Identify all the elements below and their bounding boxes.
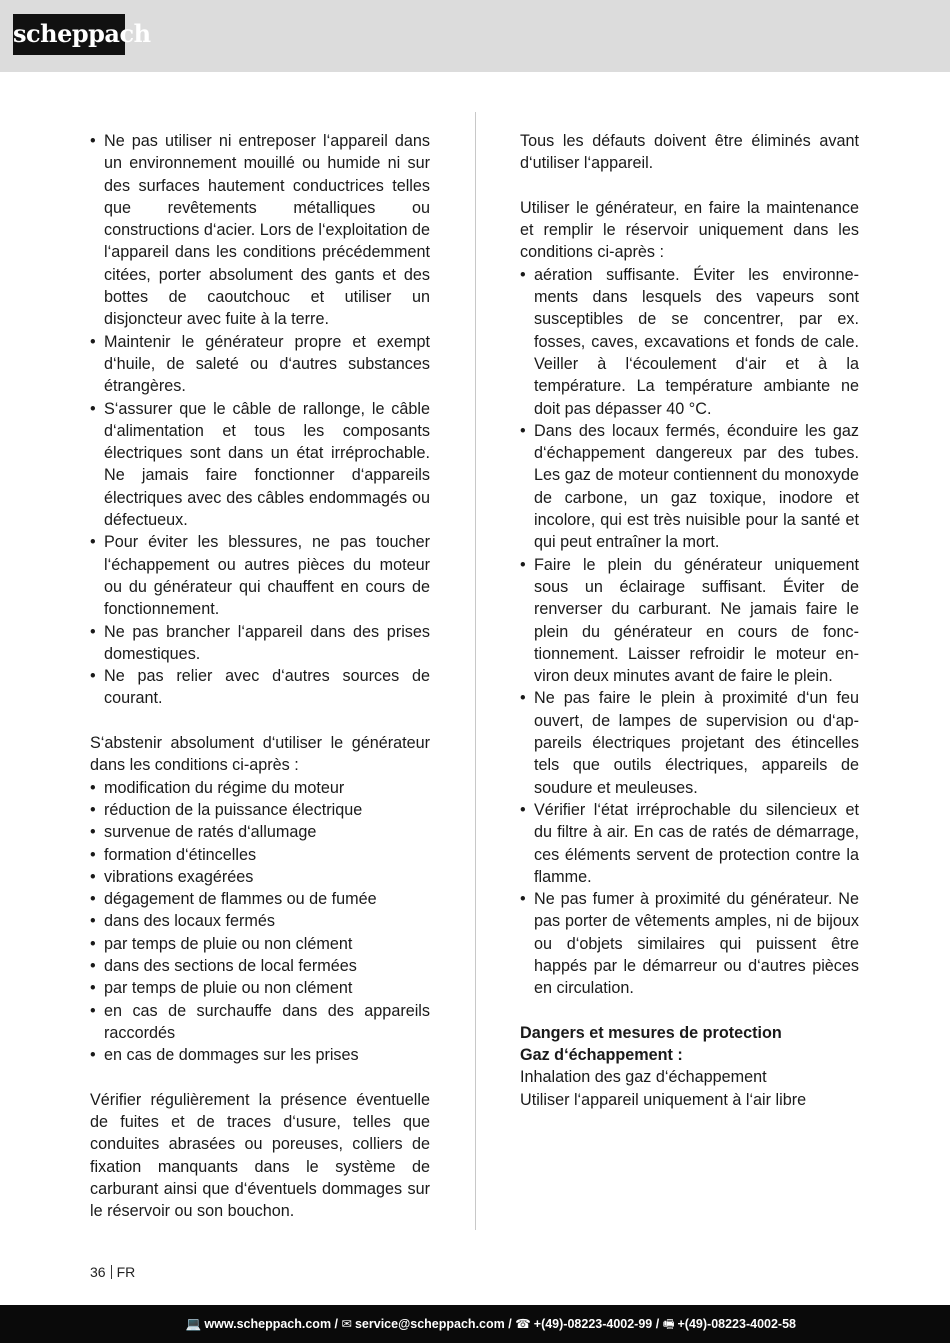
fax-icon: 🖷 xyxy=(662,1317,675,1331)
mail-icon: ✉ xyxy=(341,1317,352,1331)
list-item: • Ne pas utiliser ni entreposer l‘appareil dans un environnement mouillé ou humide ni sur des surfaces hautement conductrices telles que revêtements métalliques ou constructions d‘acier. Lors de l‘exploitation de l‘appareil dans les conditions précédemment citées, porter absolument des gants et des bottes de caoutchouc et utiliser un disjoncteur avec fuite à la terre. xyxy=(90,130,430,331)
list-item: • Pour éviter les blessures, ne pas toucher l‘échappement ou autres pièces du moteur ou du générateur qui chauffent en cours de fonctionnement. xyxy=(90,531,430,620)
footer-phone: +(49)-08223-4002-99 / xyxy=(533,1317,660,1331)
list-item: • en cas de surchauffe dans des appareils raccordés xyxy=(90,1000,430,1045)
list-item: • S‘assurer que le câble de rallonge, le câble d‘alimentation et tous les composants électriques sont dans un état irréprochable. Ne jamais faire fonctionner d‘appareils électriques avec des câbles endommagés ou défectueux. xyxy=(90,398,430,532)
list-item: • dans des locaux fermés xyxy=(90,910,430,932)
list-item: • Dans des locaux fermés, éconduire les gaz d‘échappement dangereux par des tubes. Les gaz de moteur contiennent du monoxyde de carbone, un gaz toxique, inodore et incolore, qui est très nuisible pour la santé et qui peut entraîner la mort. xyxy=(520,420,859,554)
paragraph-conditions-intro: S‘abstenir absolument d‘utiliser le générateur dans les conditions ci-après : xyxy=(90,734,430,775)
list-item: • Vérifier l‘état irréprochable du silencieux et du filtre à air. En cas de ratés de démarrage, ces éléments servent de protection contre la flamme. xyxy=(520,799,859,888)
column-divider xyxy=(475,112,476,1230)
list-item: • Ne pas relier avec d‘autres sources de courant. xyxy=(90,665,430,710)
list-item: • vibrations exagérées xyxy=(90,866,430,888)
language-code: FR xyxy=(116,1264,136,1280)
page-number-separator xyxy=(111,1265,112,1279)
text-measure: Utiliser l‘appareil uniquement à l‘air libre xyxy=(520,1090,807,1109)
right-column xyxy=(520,130,859,1111)
contact-footer xyxy=(0,1305,950,1343)
list-item: • aération suffisante. Éviter les environnements dans lesquels des vapeurs sont susceptibles de se concentrer, par ex. fosses, caves, excavations et fonds de cale. Veiller à l‘écoulement d‘air et à la température. La température ambiante ne doit pas dépasser 40 °C. xyxy=(520,264,859,420)
list-item: • survenue de ratés d‘allumage xyxy=(90,821,430,843)
list-item: • Ne pas faire le plein à proximité d‘un feu ouvert, de lampes de supervision ou d‘appareils électriques projetant des étincelles tels que outils électriques, appareils de soudure et meuleuses. xyxy=(520,687,859,798)
paragraph-leak-check: Vérifier régulièrement la présence éventuelle de fuites et de traces d‘usure, telles que conduites abrasées ou poreuses, colliers de fixation manquants dans le système de carburant ainsi que d‘éventuels dommages sur le réservoir ou son bouchon. xyxy=(90,1090,430,1221)
footer-email[interactable]: service@scheppach.com / xyxy=(354,1317,512,1331)
list-item: • dégagement de flammes ou de fumée xyxy=(90,888,430,910)
paragraph-defects: Tous les défauts doivent être éliminés avant d‘utiliser l‘appareil. xyxy=(520,132,859,173)
header-band xyxy=(0,0,950,72)
phone-icon: ☎ xyxy=(515,1317,531,1331)
page-number-value: 36 xyxy=(90,1264,106,1280)
list-item: • Faire le plein du générateur uniquement sous un éclairage suffisant. Éviter de renverser du carburant. Ne jamais faire le plein du générateur en cours de fonctionnement. Laisser refroidir le moteur environ deux minutes avant de faire le plein. xyxy=(520,554,859,688)
list-item: • en cas de dommages sur les prises xyxy=(90,1044,430,1066)
list-item: • Ne pas fumer à proximité du générateur. Ne pas porter de vêtements amples, ni de bijoux ou d‘objets similaires qui puissent être happés par le démarreur ou d‘autres pièces en circulation. xyxy=(520,888,859,999)
list-item: • Ne pas brancher l‘appareil dans des prises domestiques. xyxy=(90,621,430,666)
list-item: • dans des sections de local fermées xyxy=(90,955,430,977)
list-item: • Maintenir le générateur propre et exempt d‘huile, de saleté ou d‘autres substances étrangères. xyxy=(90,331,430,398)
footer-fax: +(49)-08223-4002-58 xyxy=(677,1317,796,1331)
bullet-list-safety xyxy=(90,130,430,710)
footer-website[interactable]: www.scheppach.com / xyxy=(204,1317,339,1331)
bullet-list-conditions xyxy=(90,777,430,1067)
section-heading-exhaust: Gaz d‘échappement : xyxy=(520,1046,683,1065)
computer-icon: 💻 xyxy=(185,1317,202,1331)
list-item: • par temps de pluie ou non clément xyxy=(90,977,430,999)
text-hazard: Inhalation des gaz d‘échappement xyxy=(520,1068,767,1087)
left-column xyxy=(90,130,430,1223)
list-item: • modification du régime du moteur xyxy=(90,777,430,799)
section-heading-dangers: Dangers et mesures de protection xyxy=(520,1023,782,1042)
list-item: • formation d‘étincelles xyxy=(90,844,430,866)
bullet-list-operating xyxy=(520,264,859,1000)
brand-logo: scheppach xyxy=(13,14,125,55)
list-item: • par temps de pluie ou non clément xyxy=(90,933,430,955)
paragraph-operating-conditions: Utiliser le générateur, en faire la maintenance et remplir le réservoir uniquement dans les conditions ci-après : xyxy=(520,198,859,262)
page-number xyxy=(90,1264,135,1280)
list-item: • réduction de la puissance électrique xyxy=(90,799,430,821)
